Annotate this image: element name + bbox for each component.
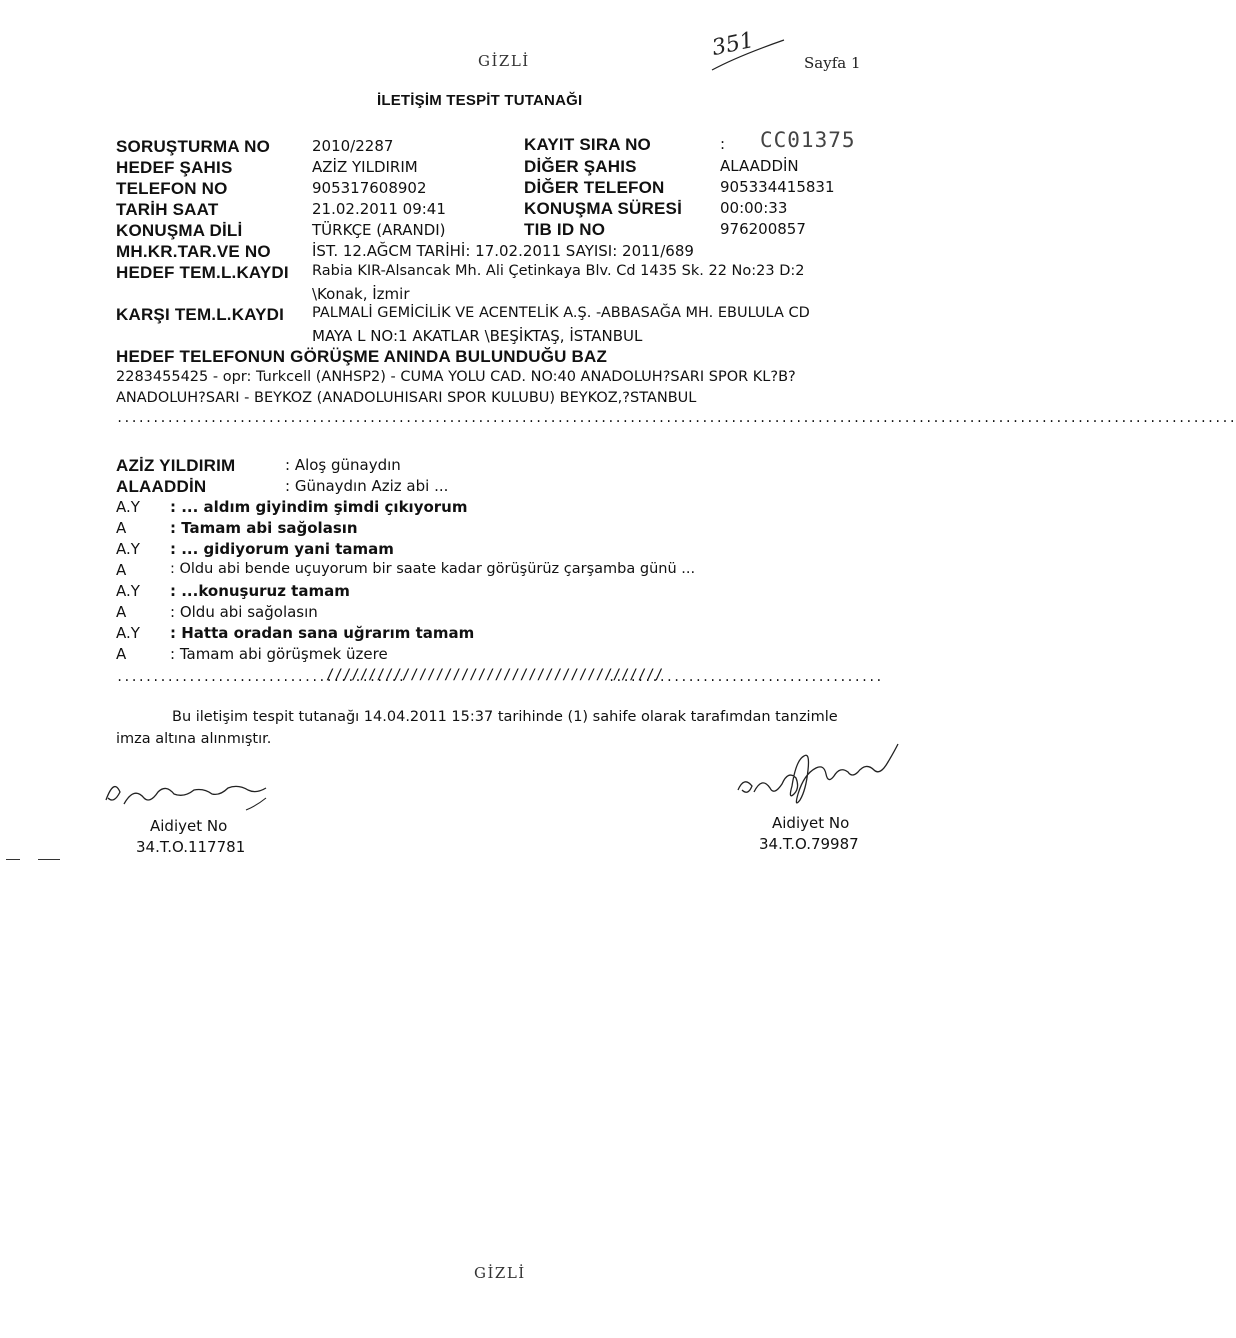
conv-text: : Oldu abi bende uçuyorum bir saate kadar görüşürüz çarşamba günü ... [170,561,696,577]
margin-mark [6,859,20,860]
kayit-sira-no-label: KAYIT SIRA NO [524,135,651,154]
conv-speaker: A.Y [116,624,140,642]
telefon-no-label: TELEFON NO [116,179,228,198]
conv-text: : Hatta oradan sana uğrarım tamam [170,624,475,642]
tib-id-no-value: 976200857 [720,220,806,238]
right-signature-icon [728,738,918,818]
conv-speaker: A [116,603,127,621]
closing-line-1: Bu iletişim tespit tutanağı 14.04.2011 15:37 tarihinde (1) sahife olarak tarafımdan tanzimle [172,709,838,725]
karsi-tem-line2: MAYA L NO:1 AKATLAR \BEŞİKTAŞ, İSTANBUL [312,327,643,345]
conv-speaker: A.Y [116,498,140,516]
diger-sahis-value: ALAADDİN [720,157,799,175]
konusma-suresi-label: KONUŞMA SÜRESİ [524,199,683,218]
dotted-separator: ........................................................................................................................................................... [116,411,1236,425]
end-separator-mid: //////////////////////////////////////// [326,667,664,683]
end-separator-right: ...................................... [608,670,883,684]
hedef-tem-line2: \Konak, İzmir [312,285,410,303]
conv-text: : Tamam abi görüşmek üzere [170,645,388,663]
handwritten-strike-icon [708,36,788,76]
baz-label: HEDEF TELEFONUN GÖRÜŞME ANINDA BULUNDUĞU BAZ [116,347,608,366]
diger-telefon-label: DİĞER TELEFON [524,178,665,197]
baz-line1: 2283455425 - opr: Turkcell (ANHSP2) - CUMA YOLU CAD. NO:40 ANADOLUH?SARI SPOR KL?B? [116,369,796,385]
conv-text: : ...konuşuruz tamam [170,582,350,600]
tarih-saat-value: 21.02.2011 09:41 [312,200,446,218]
conv-text: : Günaydın Aziz abi ... [285,477,449,495]
konusma-dili-label: KONUŞMA DİLİ [116,221,243,240]
end-separator-left: ........................................ [116,670,405,684]
conv-speaker: A.Y [116,582,140,600]
mh-kr-label: MH.KR.TAR.VE NO [116,242,271,261]
conv-speaker: ALAADDİN [116,477,207,496]
closing-line-2: imza altına alınmıştır. [116,731,272,747]
conv-text: : ... gidiyorum yani tamam [170,540,394,558]
karsi-tem-line1: PALMALİ GEMİCİLİK VE ACENTELİK A.Ş. -ABBASAĞA MH. EBULULA CD [312,305,810,321]
conv-text: : Aloş günaydın [285,456,401,474]
conv-text: : Oldu abi sağolasın [170,603,318,621]
tib-id-no-label: TIB ID NO [524,220,606,239]
classification-top: GİZLİ [478,52,530,70]
conv-speaker: A [116,645,127,663]
konusma-dili-value: TÜRKÇE (ARANDI) [312,221,446,239]
conv-speaker: A.Y [116,540,140,558]
kayit-sira-no-value: CC01375 [760,128,856,152]
sorusturma-no-label: SORUŞTURMA NO [116,137,271,156]
document-title: İLETİŞİM TESPİT TUTANAĞI [377,92,583,109]
page-label: Sayfa 1 [804,54,861,72]
hedef-tem-line1: Rabia KIR-Alsancak Mh. Ali Çetinkaya Blv. Cd 1435 Sk. 22 No:23 D:2 [312,263,805,279]
diger-sahis-label: DİĞER ŞAHIS [524,157,637,176]
mh-kr-value: İST. 12.AĞCM TARİHİ: 17.02.2011 SAYISI: 2011/689 [312,242,694,260]
right-aidiyet-no: 34.T.O.79987 [759,835,859,853]
handwritten-page-mark: 351 [709,27,757,62]
margin-mark [38,859,60,860]
left-aidiyet-label: Aidiyet No [150,817,228,835]
baz-line2: ANADOLUH?SARI - BEYKOZ (ANADOLUHISARI SPOR KULUBU) BEYKOZ,?STANBUL [116,390,697,406]
classification-bottom: GİZLİ [474,1264,526,1282]
hedef-tem-label: HEDEF TEM.L.KAYDI [116,263,289,282]
conv-speaker: AZİZ YILDIRIM [116,456,236,475]
conv-speaker: A [116,561,127,579]
karsi-tem-label: KARŞI TEM.L.KAYDI [116,305,285,324]
telefon-no-value: 905317608902 [312,179,427,197]
conv-text: : Tamam abi sağolasın [170,519,358,537]
tarih-saat-label: TARİH SAAT [116,200,219,219]
left-aidiyet-no: 34.T.O.117781 [136,838,246,856]
kayit-sira-no-colon: : [720,135,726,153]
left-signature-icon [96,770,296,820]
conv-speaker: A [116,519,127,537]
konusma-suresi-value: 00:00:33 [720,199,788,217]
hedef-sahis-value: AZİZ YILDIRIM [312,158,418,176]
sorusturma-no-value: 2010/2287 [312,137,394,155]
hedef-sahis-label: HEDEF ŞAHIS [116,158,233,177]
right-aidiyet-label: Aidiyet No [772,814,850,832]
diger-telefon-value: 905334415831 [720,178,835,196]
conv-text: : ... aldım giyindim şimdi çıkıyorum [170,498,468,516]
